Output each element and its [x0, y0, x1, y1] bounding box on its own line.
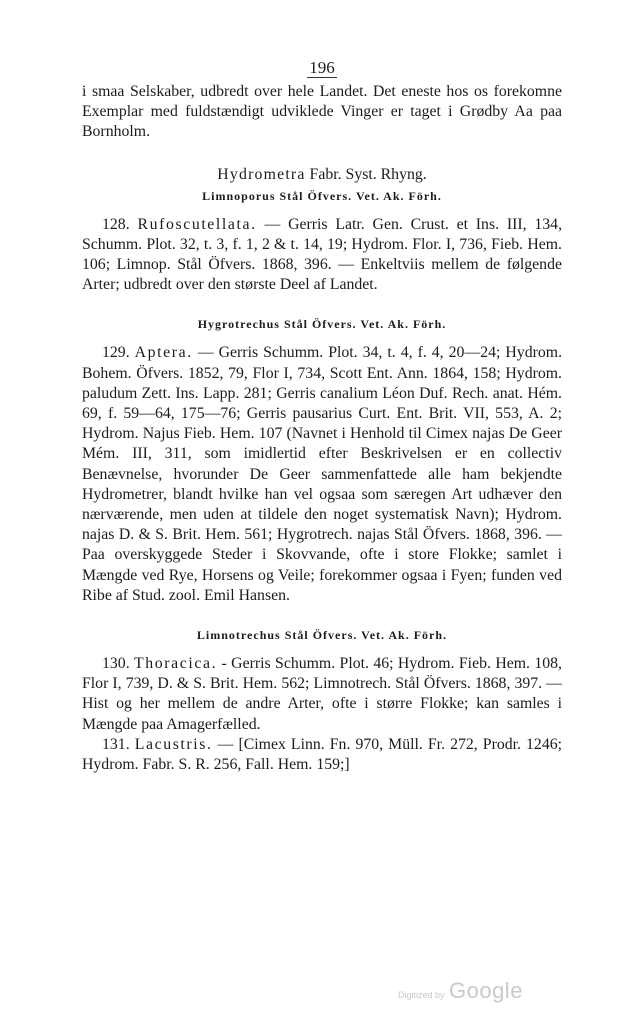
genus-name: Hydrometra [217, 165, 306, 183]
subgenus-heading-hygrotrechus [82, 315, 562, 333]
species-entry-128 [82, 215, 562, 296]
genus-authority: Fabr. Syst. Rhyng. [309, 165, 427, 183]
intro-paragraph: i smaa Selskaber, udbredt over hele Landet. Det eneste hos os forekomne Exemplar med fuldstændigt udviklede Vinger er taget i Grødby Aa paa Bornholm. [82, 83, 562, 141]
watermark-prefix: Digitized by [398, 990, 445, 1000]
subgenus-heading-limnoporus: Limnoporus Stål Öfvers. Vet. Ak. Förh. [202, 188, 442, 203]
species-entry-131 [82, 735, 562, 775]
species-entry-130 [82, 654, 562, 735]
entry-number: 130. [102, 655, 130, 673]
genus-heading-hydrometra [82, 165, 562, 185]
entry-number: 131. [102, 735, 130, 753]
entry-text: - Gerris Schumm. Plot. 46; Hydrom. Fieb. Hem. 108, Flor I, 739, D. & S. Brit. Hem. 562; Limnotrech. Stål Öfvers. 1868, 397. — Hist og her mellem de andre Arter, ofte i større Flokke; kan samles i Mængde paa Amagerfælled. [82, 655, 562, 733]
species-name: Thoracica. [134, 655, 218, 673]
document-page [82, 58, 562, 775]
entry-text: — Gerris Latr. Gen. Crust. et Ins. III, 134, Schumm. Plot. 32, t. 3, f. 1, 2 & t. 14, 19; Hydrom. Flor. I, 736, Fieb. Hem. 106; Limnop. Stål Öfvers. 1868, 396. — Enkeltviis mellem de følgende Arter; udbredt over den største Deel af Landet. [82, 215, 563, 294]
entry-number: 129. [102, 344, 130, 362]
watermark-brand: Google [448, 978, 523, 1003]
entry-number: 128. [102, 215, 130, 233]
species-entry-129 [82, 343, 562, 606]
subgenus-heading-limnotrechus [82, 626, 562, 644]
subgenus-name: Limnotrechus [196, 628, 281, 643]
subgenus-authority: Stål Öfvers. Vet. Ak. Förh. [283, 317, 447, 332]
subgenus-authority: Stål Öfvers. Vet. Ak. Förh. [284, 628, 448, 643]
subgenus-name: Hygrotrechus [197, 317, 280, 332]
page-number: 196 [309, 58, 335, 77]
entry-text: — [Cimex Linn. Fn. 970, Müll. Fr. 272, Prodr. 1246; Hydrom. Fabr. S. R. 256, Fall. Hem. 159;] [82, 735, 562, 774]
species-name: Rufoscutellata. [137, 215, 257, 233]
google-digitized-watermark [398, 978, 523, 1004]
entry-text: — Gerris Schumm. Plot. 34, t. 4, f. 4, 20—24; Hydrom. Bohem. Öfvers. 1852, 79, Flor I, 734, Scott Ent. Ann. 1864, 158; Hydrom. paludum Zett. Ins. Lapp. 281; Gerris canalium Léon Duf. Rech. anat. Hém. 69, f. 59—64, 175—76; Gerris pausarius Curt. Ent. Brit. VII, 553, A. 2; Hydrom. Najus Fieb. Hem. 107 (Navnet i Henhold til Cimex najas De Geer Mém. III, 311, som imidlertid efter Beskrivelsen er en collectiv Benævnelse, hvorunder De Geer sammenfattede alle ham bekjendte Hydrometrer, blandt hvilke han vel ogsaa som særegen Art udhæver den nærværende, men uden at tildele den noget systematisk Navn); Hydrom. najas D. & S. Brit. Hem. 561; Hygrotrech. najas Stål Öfvers. 1868, 396. — Paa overskyggede Steder i Skovvande, ofte i store Flokke; samlet i Mængde ved Rye, Horsens og Veile; forekommer ogsaa i Fyen; funden ved Ribe af Stud. zool. Emil Hansen. [82, 344, 563, 604]
species-name: Lacustris. [134, 735, 213, 753]
species-name: Aptera. [134, 344, 193, 362]
